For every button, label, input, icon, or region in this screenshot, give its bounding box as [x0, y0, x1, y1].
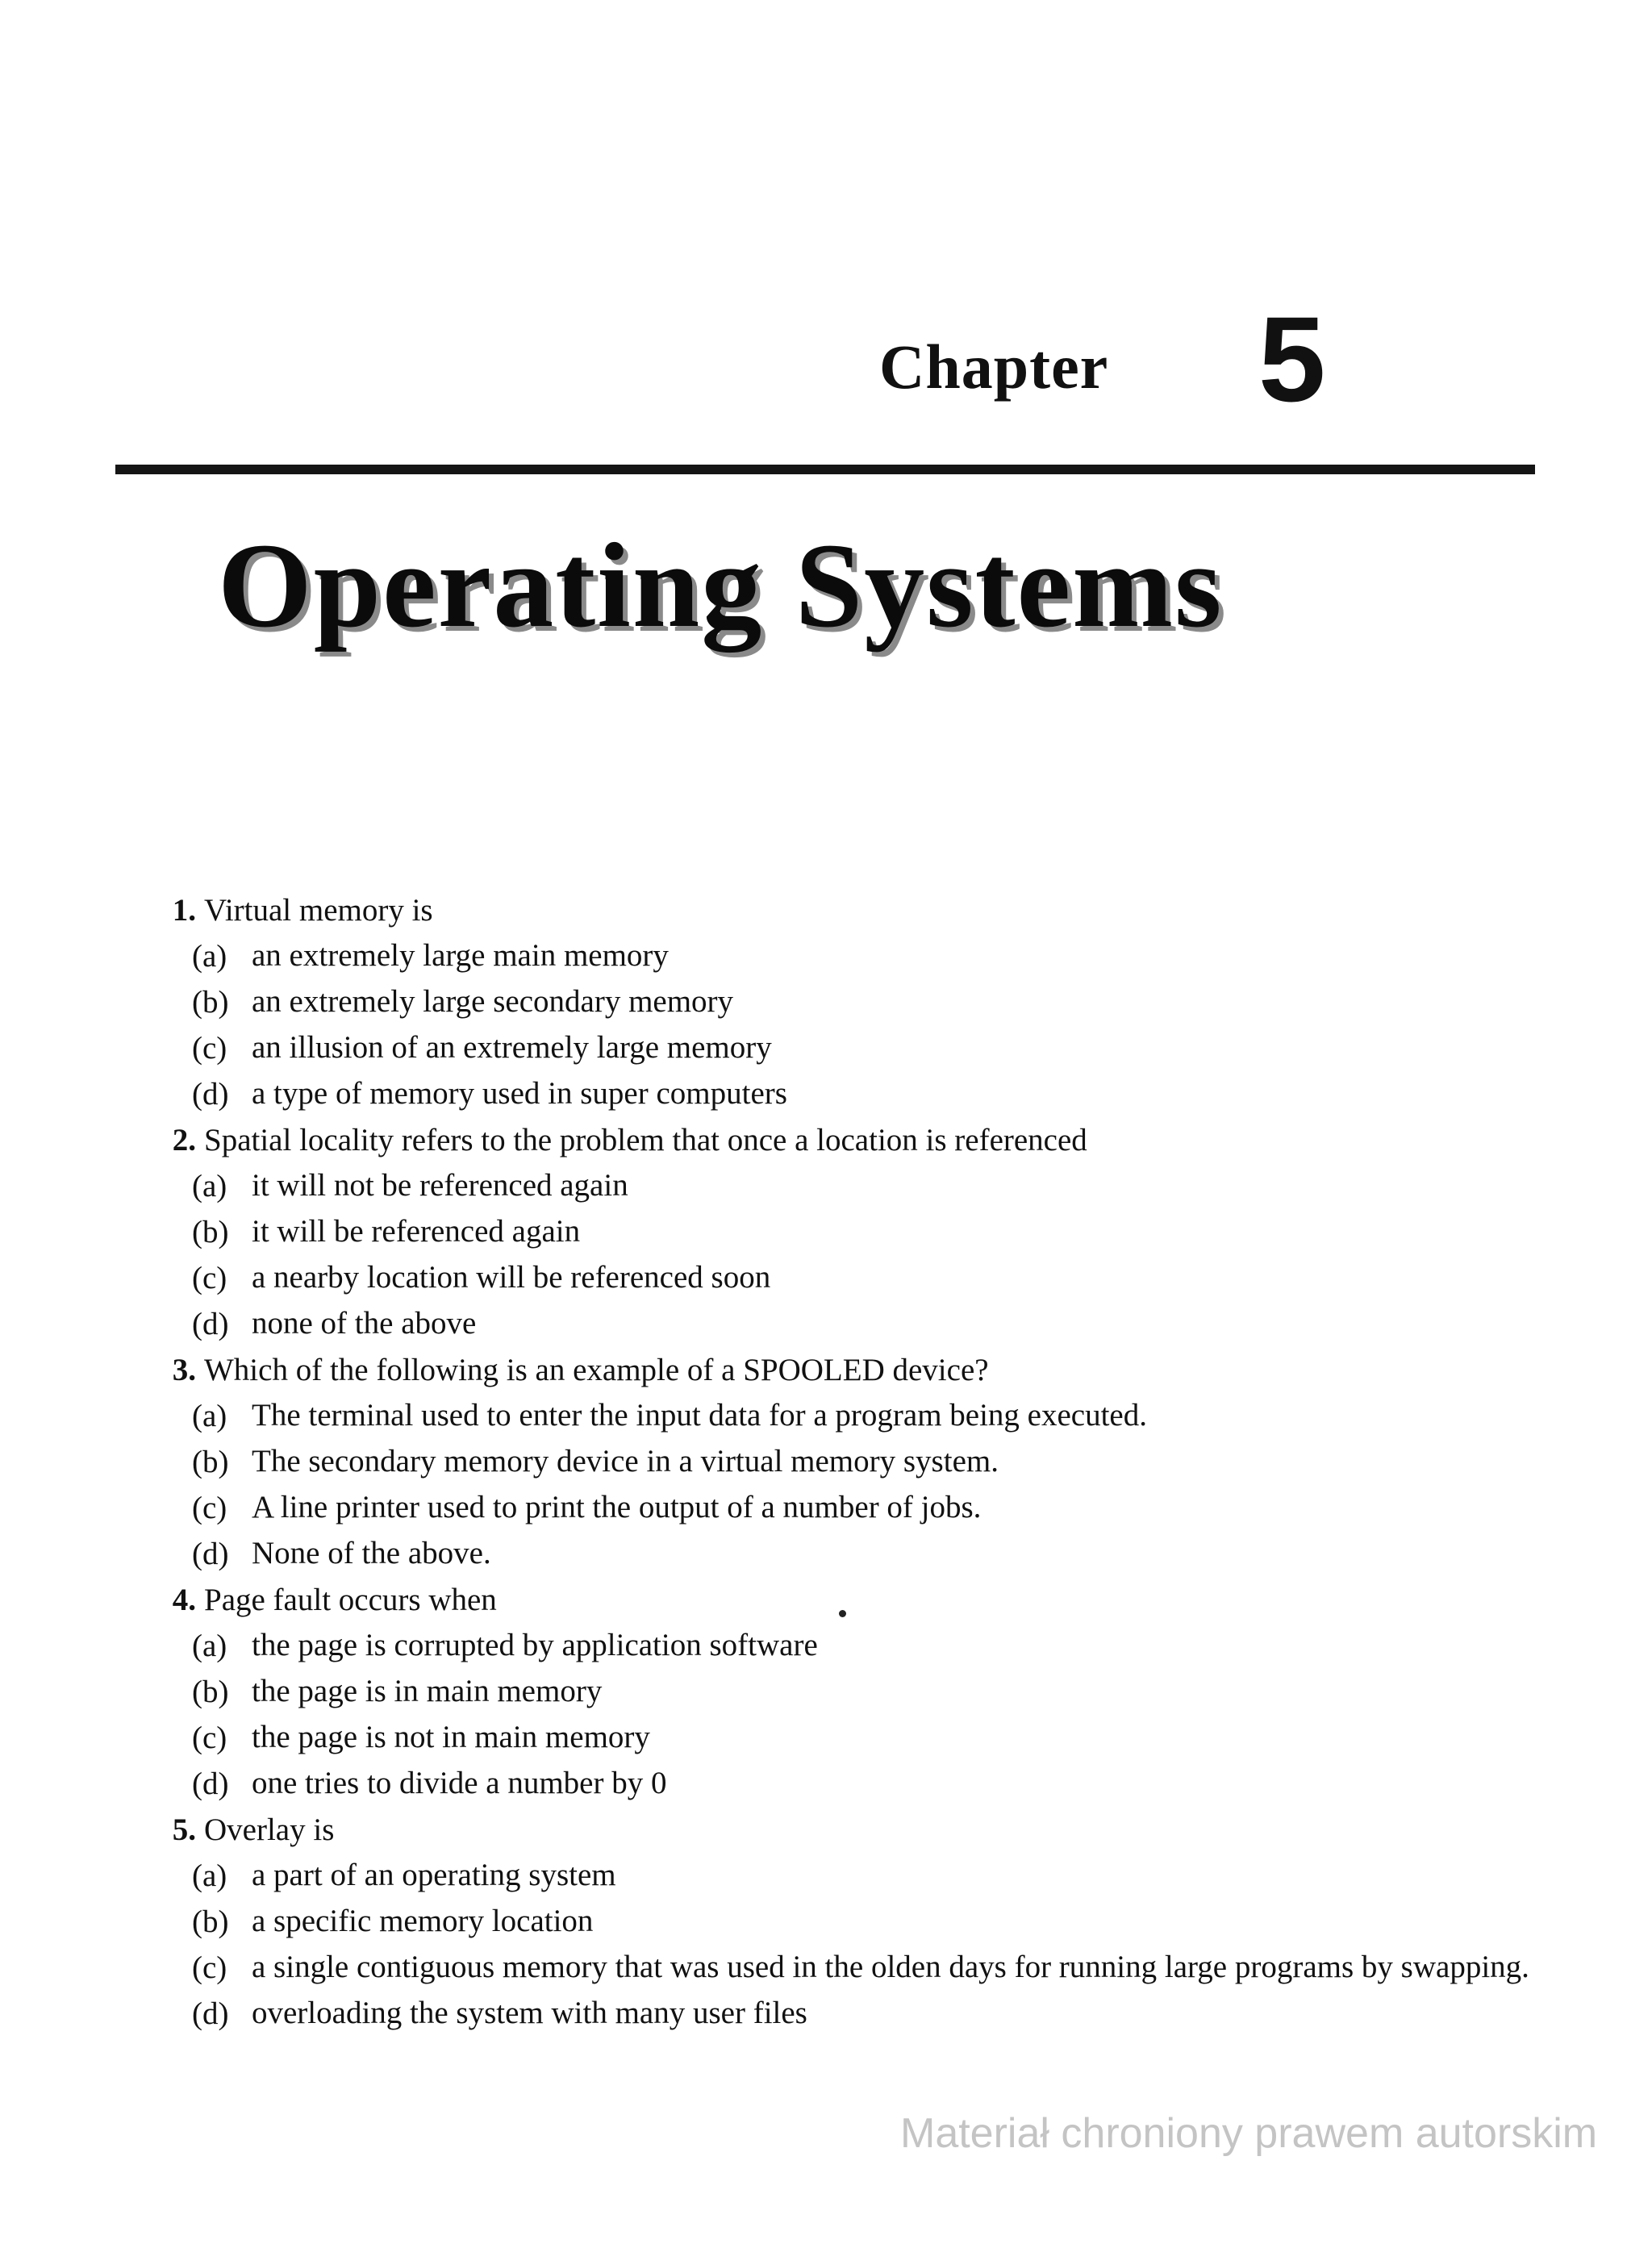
option-text: a nearby location will be referenced soon [252, 1260, 771, 1295]
option-c [145, 1255, 1549, 1301]
option-letter: (c) [192, 1491, 227, 1525]
option-list [145, 1623, 1549, 1807]
option-letter: (d) [192, 1077, 229, 1112]
option-text: a type of memory used in super computers [252, 1076, 787, 1111]
option-b [145, 1439, 1549, 1485]
chapter-divider [115, 465, 1535, 474]
option-text: the page is corrupted by application software [252, 1628, 818, 1662]
chapter-label: Chapter [879, 332, 1109, 402]
question-text: Overlay is [204, 1812, 335, 1847]
option-text: the page is not in main memory [252, 1720, 650, 1754]
option-text: The terminal used to enter the input data for a program being executed. [252, 1398, 1147, 1433]
option-letter: (a) [192, 1399, 227, 1433]
option-letter: (d) [192, 1996, 229, 2031]
chapter-heading [879, 274, 1363, 427]
question-list [145, 887, 1549, 2037]
question-text: Spatial locality refers to the problem that once a location is referenced [204, 1123, 1087, 1157]
option-text: one tries to divide a number by 0 [252, 1766, 667, 1800]
option-text: overloading the system with many user files [252, 1996, 807, 2030]
option-letter: (d) [192, 1537, 229, 1571]
option-list [145, 1393, 1549, 1577]
option-list [145, 933, 1549, 1117]
option-text: The secondary memory device in a virtual memory system. [252, 1444, 999, 1479]
option-b [145, 1209, 1549, 1255]
question-4 [145, 1577, 1549, 1807]
option-b [145, 1899, 1549, 1945]
option-text: a single contiguous memory that was used in the olden days for running large programs by swapping. [252, 1950, 1529, 1984]
option-letter: (a) [192, 1858, 227, 1893]
option-letter: (b) [192, 985, 229, 1020]
option-text: A line printer used to print the output of a number of jobs. [252, 1490, 982, 1525]
option-c [145, 1715, 1549, 1761]
option-letter: (d) [192, 1766, 229, 1801]
question-2 [145, 1117, 1549, 1347]
option-a [145, 1623, 1549, 1669]
option-b [145, 979, 1549, 1025]
option-a [145, 1163, 1549, 1209]
option-letter: (b) [192, 1904, 229, 1939]
question-number: 2. [172, 1123, 196, 1157]
option-list [145, 1853, 1549, 2037]
option-a [145, 1393, 1549, 1439]
option-letter: (c) [192, 1261, 227, 1295]
option-a [145, 1853, 1549, 1899]
question-5 [145, 1807, 1549, 2037]
option-text: none of the above [252, 1306, 477, 1341]
option-text: the page is in main memory [252, 1674, 603, 1708]
option-text: it will not be referenced again [252, 1168, 628, 1203]
copyright-watermark: Materiał chroniony prawem autorskim [900, 2110, 1598, 2157]
question-number: 1. [172, 893, 196, 928]
option-text: a part of an operating system [252, 1858, 616, 1892]
question-text: Virtual memory is [204, 893, 433, 928]
chapter-title: Operating Systems [218, 519, 1224, 653]
option-letter: (c) [192, 1721, 227, 1755]
option-c [145, 1025, 1549, 1071]
question-1 [145, 887, 1549, 1117]
option-letter: (a) [192, 1169, 227, 1203]
option-text: a specific memory location [252, 1904, 594, 1938]
question-number: 5. [172, 1812, 196, 1847]
option-c [145, 1485, 1549, 1531]
option-letter: (c) [192, 1031, 227, 1066]
option-text: it will be referenced again [252, 1214, 581, 1249]
option-c [145, 1945, 1549, 1991]
option-text: None of the above. [252, 1536, 491, 1570]
question-text: Which of the following is an example of a SPOOLED device? [204, 1353, 989, 1387]
option-letter: (a) [192, 939, 227, 974]
option-d [145, 1071, 1549, 1117]
option-d [145, 1301, 1549, 1347]
option-d [145, 1991, 1549, 2037]
question-number: 4. [172, 1583, 196, 1617]
option-letter: (a) [192, 1629, 227, 1663]
option-b [145, 1669, 1549, 1715]
option-d [145, 1761, 1549, 1807]
chapter-number: 5 [1258, 291, 1326, 427]
question-3 [145, 1347, 1549, 1577]
option-letter: (d) [192, 1307, 229, 1341]
option-letter: (b) [192, 1445, 229, 1479]
option-list [145, 1163, 1549, 1347]
option-text: an extremely large secondary memory [252, 984, 734, 1019]
option-text: an illusion of an extremely large memory [252, 1030, 772, 1065]
option-a [145, 933, 1549, 979]
option-letter: (b) [192, 1675, 229, 1709]
option-d [145, 1531, 1549, 1577]
scan-speck [839, 1610, 846, 1617]
option-letter: (c) [192, 1950, 227, 1985]
question-text: Page fault occurs when [204, 1583, 497, 1617]
option-letter: (b) [192, 1215, 229, 1249]
question-number: 3. [172, 1353, 196, 1387]
option-text: an extremely large main memory [252, 938, 669, 973]
